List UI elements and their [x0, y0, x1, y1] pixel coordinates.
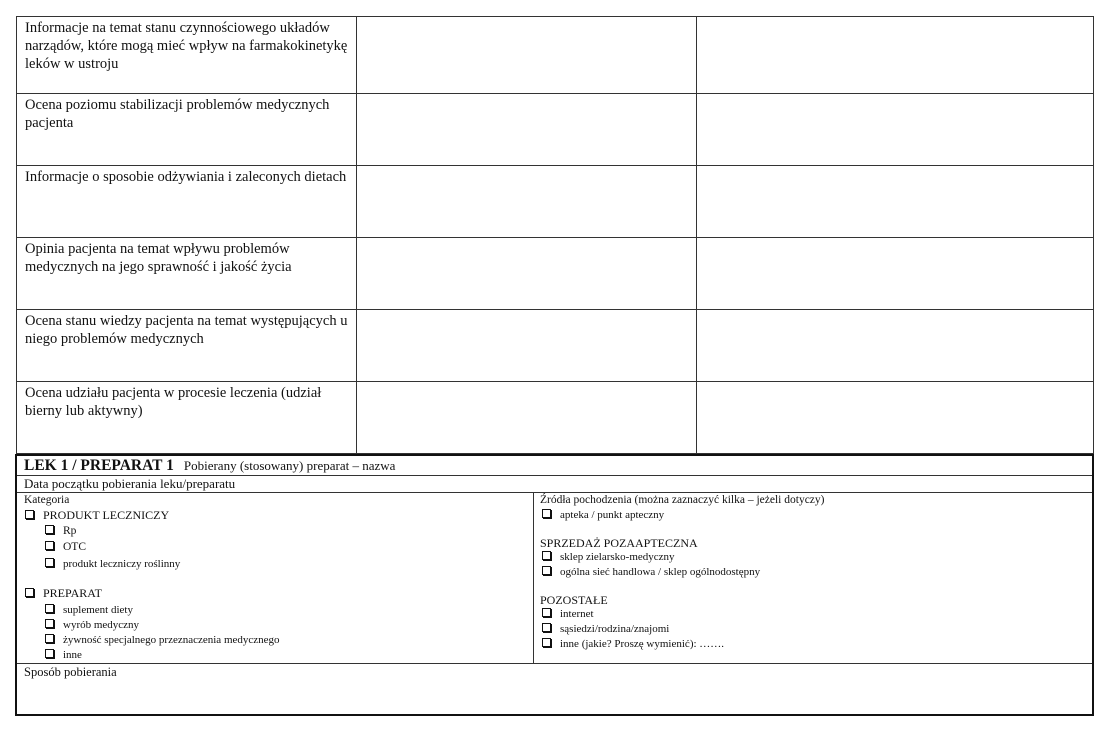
checkbox-produkt-leczniczy[interactable] [25, 508, 169, 522]
checkbox-zywnosc[interactable] [45, 633, 280, 647]
assessment-row [17, 382, 1094, 454]
checkbox-icon[interactable] [45, 541, 54, 550]
assessment-row [17, 17, 1094, 94]
drug-title-row[interactable] [17, 456, 1092, 476]
option-label: wyrób medyczny [63, 619, 140, 631]
checkbox-icon[interactable] [542, 566, 551, 575]
checkbox-suplement[interactable] [45, 603, 133, 617]
assessment-row [17, 166, 1094, 238]
option-label: żywność specjalnego przeznaczenia medycznego [63, 634, 280, 646]
assessment-label: Ocena udziału pacjenta w procesie leczenia (udział bierny lub aktywny) [25, 385, 322, 419]
option-label: ogólna sieć handlowa / sklep ogólnodostępny [560, 566, 761, 578]
start-date-row[interactable] [17, 476, 1092, 493]
category-row [17, 493, 1092, 664]
checkbox-icon[interactable] [25, 510, 34, 519]
drug-section [15, 454, 1094, 716]
checkbox-siec-handlowa[interactable] [542, 565, 760, 579]
assessment-label: Ocena stanu wiedzy pacjenta na temat występujących u niego problemów medycznych [25, 313, 348, 347]
option-label: internet [560, 608, 594, 620]
assessment-notes-cell[interactable] [697, 94, 1094, 166]
preparat-label: PREPARAT [43, 586, 102, 600]
checkbox-sklep-zielarski[interactable] [542, 550, 675, 564]
assessment-row [17, 94, 1094, 166]
assessment-label: Opinia pacjenta na temat wpływu problemów medycznych na jego sprawność i jakość życia [25, 241, 292, 275]
checkbox-icon[interactable] [45, 604, 54, 613]
checkbox-produkt-roslinny[interactable] [45, 557, 180, 571]
produkt-label: PRODUKT LECZNICZY [43, 508, 170, 522]
assessment-notes-cell[interactable] [697, 166, 1094, 238]
administration-method-row[interactable] [17, 664, 1092, 714]
administration-method-label: Sposób pobierania [24, 665, 117, 679]
assessment-notes-cell[interactable] [697, 17, 1094, 94]
assessment-input-cell[interactable] [357, 94, 697, 166]
checkbox-inne-zrodlo[interactable] [542, 637, 724, 651]
checkbox-icon[interactable] [542, 623, 551, 632]
pozaapteczna-heading: SPRZEDAŻ POZAAPTECZNA [540, 536, 698, 550]
checkbox-preparat[interactable] [25, 586, 102, 600]
assessment-input-cell[interactable] [357, 238, 697, 310]
option-label: inne (jakie? Proszę wymienić): ……. [560, 638, 725, 650]
checkbox-internet[interactable] [542, 607, 594, 621]
assessment-row [17, 238, 1094, 310]
checkbox-icon[interactable] [25, 588, 34, 597]
checkbox-icon[interactable] [542, 509, 551, 518]
source-column [534, 493, 1092, 663]
checkbox-icon[interactable] [542, 638, 551, 647]
option-label: inne [63, 649, 82, 661]
assessment-input-cell[interactable] [357, 310, 697, 382]
option-label: Rp [63, 525, 77, 537]
checkbox-icon[interactable] [45, 525, 54, 534]
assessment-label: Informacje o sposobie odżywiania i zaleconych dietach [25, 169, 347, 185]
checkbox-icon[interactable] [542, 551, 551, 560]
assessment-input-cell[interactable] [357, 17, 697, 94]
option-label: suplement diety [63, 604, 133, 616]
assessment-table [16, 16, 1094, 454]
checkbox-icon[interactable] [45, 649, 54, 658]
option-label: produkt leczniczy roślinny [63, 558, 181, 570]
checkbox-icon[interactable] [45, 634, 54, 643]
assessment-notes-cell[interactable] [697, 310, 1094, 382]
source-heading: Źródła pochodzenia (można zaznaczyć kilka – jeżeli dotyczy) [540, 494, 825, 506]
assessment-label: Informacje na temat stanu czynnościowego układów narządów, które mogą mieć wpływ na farmakokinetykę leków w ustroju [25, 20, 348, 72]
assessment-input-cell[interactable] [357, 166, 697, 238]
drug-name-label: Pobierany (stosowany) preparat – nazwa [183, 458, 396, 473]
checkbox-wyrob-medyczny[interactable] [45, 618, 139, 632]
assessment-notes-cell[interactable] [697, 382, 1094, 454]
category-heading: Kategoria [24, 494, 70, 506]
option-label: sklep zielarsko-medyczny [560, 551, 675, 563]
checkbox-icon[interactable] [45, 558, 54, 567]
checkbox-icon[interactable] [542, 608, 551, 617]
category-column [17, 493, 534, 663]
option-label: apteka / punkt apteczny [560, 509, 665, 521]
checkbox-inne[interactable] [45, 648, 82, 662]
assessment-row [17, 310, 1094, 382]
pozostale-heading: POZOSTAŁE [540, 593, 608, 607]
checkbox-rp[interactable] [45, 524, 76, 538]
option-label: sąsiedzi/rodzina/znajomi [560, 623, 670, 635]
checkbox-otc[interactable] [45, 540, 86, 554]
start-date-label: Data początku pobierania leku/preparatu [24, 476, 236, 491]
checkbox-sasiedzi[interactable] [542, 622, 669, 636]
assessment-input-cell[interactable] [357, 382, 697, 454]
assessment-notes-cell[interactable] [697, 238, 1094, 310]
option-label: OTC [63, 541, 86, 553]
checkbox-apteka[interactable] [542, 508, 664, 522]
assessment-label: Ocena poziomu stabilizacji problemów medycznych pacjenta [25, 97, 330, 131]
checkbox-icon[interactable] [45, 619, 54, 628]
drug-title: LEK 1 / PREPARAT 1 [24, 457, 174, 474]
